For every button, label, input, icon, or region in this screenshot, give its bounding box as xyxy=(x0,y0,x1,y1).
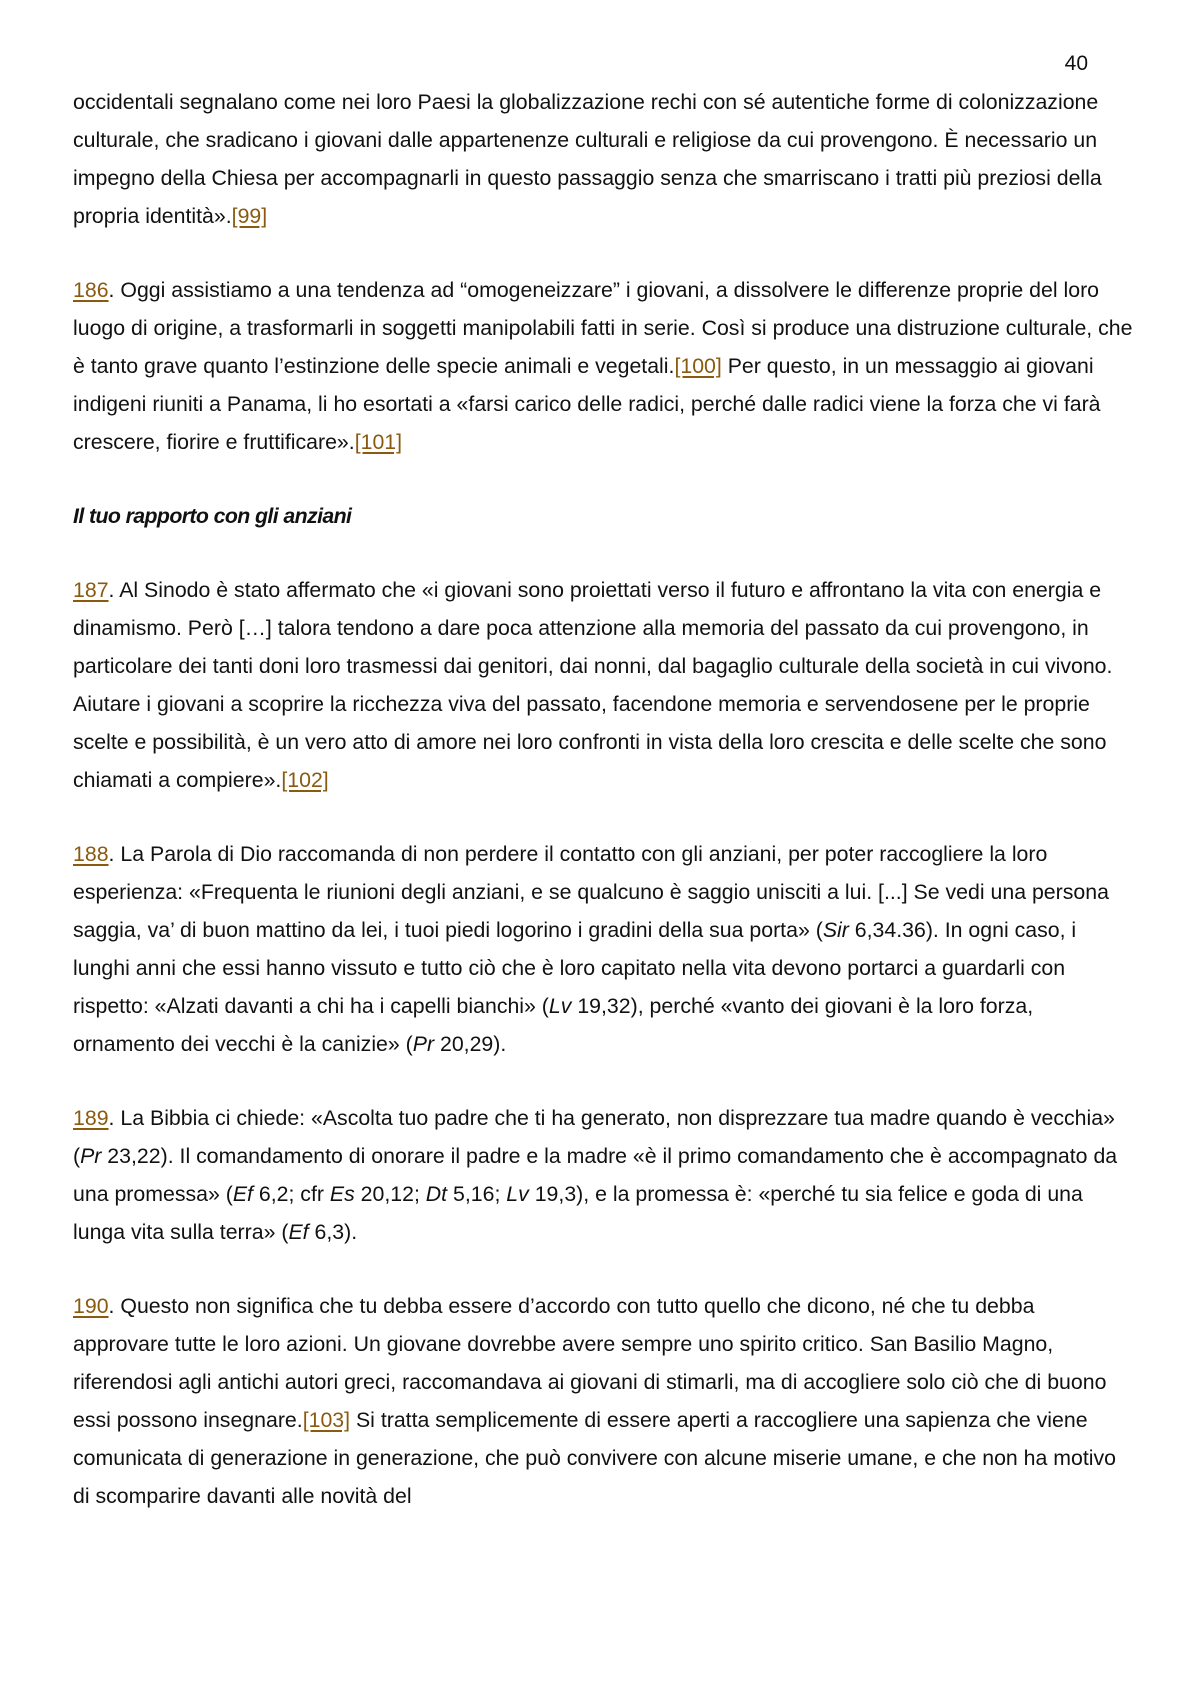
paragraph-text: . La Parola di Dio raccomanda di non perdere il contatto con gli anziani, per poter raccogliere la loro esperienza: «Frequenta le riunioni degli anziani, e se qualcuno è saggio unisciti a lui. [...] Se vedi una persona saggia, va’ di buon mattino da lei, i tuoi piedi logorino i gradini della sua porta» ( xyxy=(73,842,1109,942)
paragraph-text: . Al Sinodo è stato affermato che «i giovani sono proiettati verso il futuro e affrontano la vita con energia e dinamismo. Però […] talora tendono a dare poca attenzione alla memoria del passato da cui provengono, in particolare dei tanti doni loro trasmessi dai genitori, dai nonni, dal bagaglio culturale della società in cui vivono. Aiutare i giovani a scoprire la ricchezza viva del passato, facendone memoria e servendosene per le proprie scelte e possibilità, è un vero atto di amore nei loro confronti in vista della loro crescita e delle scelte che sono chiamati a compiere». xyxy=(73,578,1113,792)
paragraph-text: Per questo, in un messaggio ai giovani indigeni riuniti a Panama, li ho esortati a «farsi carico delle radici, perché dalle radici viene la forza che vi farà crescere, fiorire e fruttificare». xyxy=(73,354,1101,454)
paragraph-188 xyxy=(73,835,1133,1063)
paragraph-continuation xyxy=(73,83,1133,235)
paragraph-190 xyxy=(73,1287,1133,1515)
paragraph-number-link-189[interactable]: 189 xyxy=(73,1106,109,1130)
paragraph-text: 6,34.36). In ogni caso, i lunghi anni che essi hanno vissuto e tutto ciò che è loro capitato nella vita devono portarci a guardarli con rispetto: «Alzati davanti a chi ha i capelli bianchi» ( xyxy=(73,918,1077,1018)
section-heading: Il tuo rapporto con gli anziani xyxy=(73,504,352,528)
page-number: 40 xyxy=(1064,52,1088,75)
citation-book: Lv xyxy=(506,1182,529,1206)
paragraph-text: Si tratta semplicemente di essere aperti a raccogliere una sapienza che viene comunicata di generazione in generazione, che può convivere con alcune miserie umane, e che non ha motivo di scomparire davanti alle novità del xyxy=(73,1408,1117,1508)
paragraph-text: 19,32), perché «vanto dei giovani è la loro forza, ornamento dei vecchi è la canizie» ( xyxy=(73,994,1034,1056)
footnote-link-99[interactable]: [99] xyxy=(231,204,268,228)
paragraph-text: . Questo non significa che tu debba essere d’accordo con tutto quello che dicono, né che tu debba approvare tutte le loro azioni. Un giovane dovrebbe avere sempre uno spirito critico. San Basilio Magno, riferendosi agli antichi autori greci, raccomandava ai giovani di stimarli, ma di accogliere solo ciò che di buono essi possono insegnare. xyxy=(73,1294,1107,1432)
paragraph-number-link-187[interactable]: 187 xyxy=(73,578,109,602)
footnote-link-101[interactable]: [101] xyxy=(354,430,403,454)
paragraph-number-link-186[interactable]: 186 xyxy=(73,278,109,302)
paragraph-text: occidentali segnalano come nei loro Paesi la globalizzazione rechi con sé autentiche forme di colonizzazione culturale, che sradicano i giovani dalle appartenenze culturali e religiose da cui provengono. È necessario un impegno della Chiesa per accompagnarli in questo passaggio senza che smarriscano i tratti più preziosi della propria identità». xyxy=(73,90,1102,228)
citation-book: Es xyxy=(329,1182,355,1206)
paragraph-text: 5,16; xyxy=(447,1182,507,1206)
paragraph-text: 20,29). xyxy=(434,1032,507,1056)
citation-book: Dt xyxy=(425,1182,448,1206)
paragraph-text: 6,3). xyxy=(308,1220,358,1244)
document-body xyxy=(73,83,1133,1551)
paragraph-text: 23,22). Il comandamento di onorare il padre e la madre «è il primo comandamento che è accompagnato da una promessa» ( xyxy=(73,1144,1118,1206)
footnote-link-100[interactable]: [100] xyxy=(674,354,722,378)
footnote-link-103[interactable]: [103] xyxy=(302,1408,351,1432)
citation-book: Lv xyxy=(548,994,572,1018)
citation-book: Pr xyxy=(412,1032,435,1056)
citation-book: Ef xyxy=(288,1220,309,1244)
paragraph-186 xyxy=(73,271,1133,461)
paragraph-number-link-190[interactable]: 190 xyxy=(73,1294,109,1318)
paragraph-text: . Oggi assistiamo a una tendenza ad “omogeneizzare” i giovani, a dissolvere le differenze proprie del loro luogo di origine, a trasformarli in soggetti manipolabili fatti in serie. Così si produce una distruzione culturale, che è tanto grave quanto l’estinzione delle specie animali e vegetali. xyxy=(73,278,1133,378)
paragraph-text: 6,2; cfr xyxy=(252,1182,330,1206)
paragraph-text: . La Bibbia ci chiede: «Ascolta tuo padre che ti ha generato, non disprezzare tua madre quando è vecchia» ( xyxy=(73,1106,1115,1168)
paragraph-189 xyxy=(73,1099,1133,1251)
paragraph-number-link-188[interactable]: 188 xyxy=(73,842,109,866)
footnote-link-102[interactable]: [102] xyxy=(281,768,329,792)
citation-book: Ef xyxy=(232,1182,253,1206)
paragraph-text: 20,12; xyxy=(354,1182,426,1206)
paragraph-text: 19,3), e la promessa è: «perché tu sia felice e goda di una lunga vita sulla terra» ( xyxy=(73,1182,1083,1244)
citation-book: Sir xyxy=(822,918,849,942)
citation-book: Pr xyxy=(80,1144,102,1168)
paragraph-187 xyxy=(73,571,1133,799)
